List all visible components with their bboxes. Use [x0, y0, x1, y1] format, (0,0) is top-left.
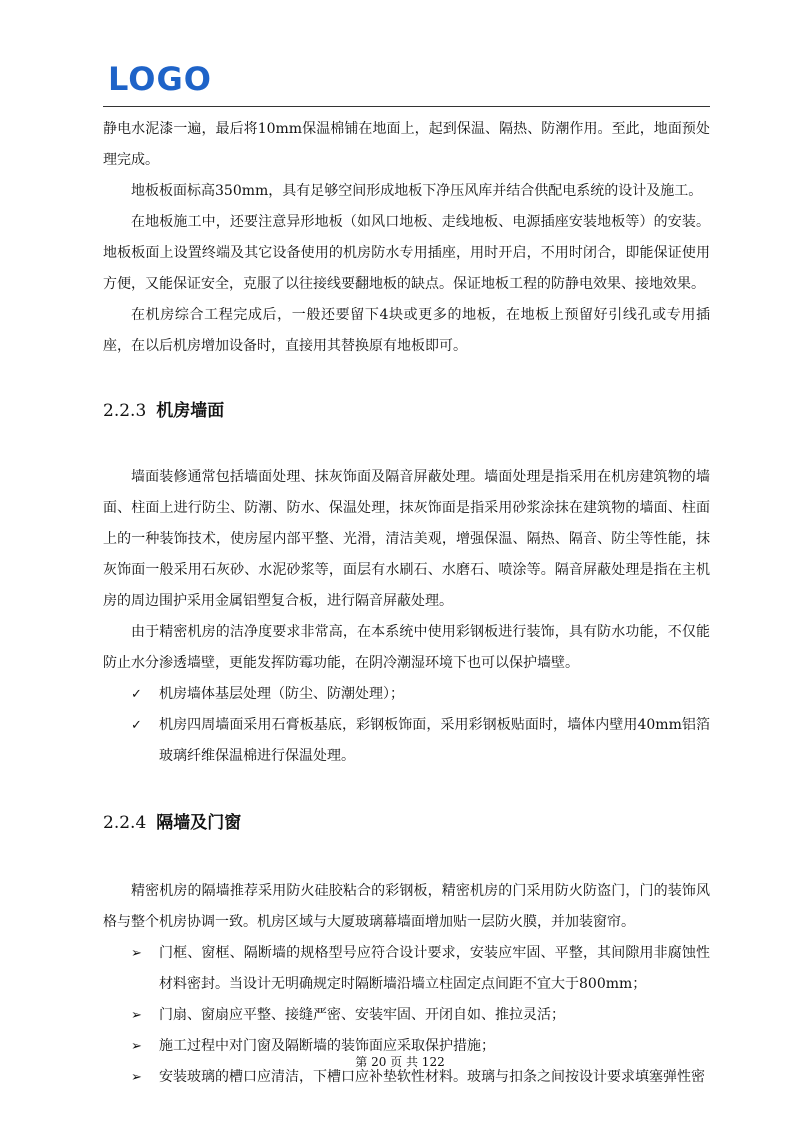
arrow-bullet-icon: ➢	[131, 1008, 142, 1023]
paragraph-spare-floor: 在机房综合工程完成后，一般还要留下4块或更多的地板，在地板上预留好引线孔或专用插座，在以后机房增加设备时，直接用其替换原有地板即可。	[103, 307, 710, 354]
section-number: 2.2.4	[103, 813, 147, 833]
arrow-bullet-icon: ➢	[131, 1070, 142, 1085]
paragraph-floor-finish: 静电水泥漆一遍，最后将10mm保温棉铺在地面上，起到保温、隔热、防潮作用。至此，地面预处理完成。	[103, 121, 710, 168]
list-item	[103, 679, 710, 710]
list-item-text: 门扇、窗扇应平整、接缝严密、安装牢固、开闭自如、推拉灵活；	[159, 1007, 565, 1023]
arrow-bullet-icon: ➢	[131, 946, 142, 961]
section-title: 机房墙面	[156, 401, 225, 421]
paragraph-floor-height: 地板板面标高350mm，具有足够空间形成地板下净压风库并结合供配电系统的设计及施工。	[131, 183, 703, 199]
list-item	[103, 710, 710, 772]
page-number: 第 20 页 共 122	[355, 1055, 445, 1069]
header-divider	[103, 106, 710, 107]
list-item	[103, 1000, 710, 1031]
list-item-text: 施工过程中对门窗及隔断墙的装饰面应采取保护措施；	[159, 1038, 495, 1054]
check-icon: ✓	[131, 718, 142, 733]
paragraph-wall-steel: 由于精密机房的洁净度要求非常高，在本系统中使用彩钢板进行装饰，具有防水功能，不仅能防止水分渗透墙壁，更能发挥防霉功能，在阴冷潮湿环境下也可以保护墙壁。	[103, 624, 710, 671]
section-title: 隔墙及门窗	[156, 813, 242, 833]
list-item-text: 门框、窗框、隔断墙的规格型号应符合设计要求，安装应牢固、平整，其间隙用非腐蚀性材料密封。当设计无明确规定时隔断墙沿墙立柱固定点间距不宜大于800mm；	[159, 945, 710, 992]
list-item	[103, 938, 710, 1000]
wall-checklist	[103, 679, 710, 772]
list-item-text: 机房墙体基层处理（防尘、防潮处理）；	[159, 686, 404, 702]
section-number: 2.2.3	[103, 401, 147, 421]
section-heading-partition	[103, 812, 710, 834]
paragraph-partition: 精密机房的隔墙推荐采用防火硅胶粘合的彩钢板，精密机房的门采用防火防盗门，门的装饰风格与整个机房协调一致。机房区域与大厦玻璃幕墙面增加贴一层防火膜，并加装窗帘。	[103, 883, 710, 930]
company-logo: LOGO	[108, 60, 212, 98]
list-item-text: 机房四周墙面采用石膏板基底，彩钢板饰面，采用彩钢板贴面时，墙体内壁用40mm铝箔玻璃纤维保温棉进行保温处理。	[159, 717, 710, 764]
list-item-text: 安装玻璃的槽口应清洁，下槽口应补垫软性材料。玻璃与扣条之间按设计要求填塞弹性密	[159, 1069, 705, 1085]
paragraph-floor-construction: 在地板施工中，还要注意异形地板（如风口地板、走线地板、电源插座安装地板等）的安装。地板板面上设置终端及其它设备使用的机房防水专用插座，用时开启，不用时闭合，即能保证使用方便，又能保证安全，克服了以往接线要翻地板的缺点。保证地板工程的防静电效果、接地效果。	[103, 214, 710, 292]
paragraph-wall-finish: 墙面装修通常包括墙面处理、抹灰饰面及隔音屏蔽处理。墙面处理是指采用在机房建筑物的墙面、柱面上进行防尘、防潮、防水、保温处理，抹灰饰面是指采用砂浆涂抹在建筑物的墙面、柱面上的一种装饰技术，使房屋内部平整、光滑，清洁美观，增强保温、隔热、隔音、防尘等性能，抹灰饰面一般采用石灰砂、水泥砂浆等，面层有水刷石、水磨石、喷涂等。隔音屏蔽处理是指在主机房的周边围护采用金属铝塑复合板，进行隔音屏蔽处理。	[103, 469, 710, 609]
arrow-bullet-icon: ➢	[131, 1039, 142, 1054]
page-body	[103, 114, 710, 1093]
section-heading-wall	[103, 400, 710, 422]
check-icon: ✓	[131, 687, 142, 702]
